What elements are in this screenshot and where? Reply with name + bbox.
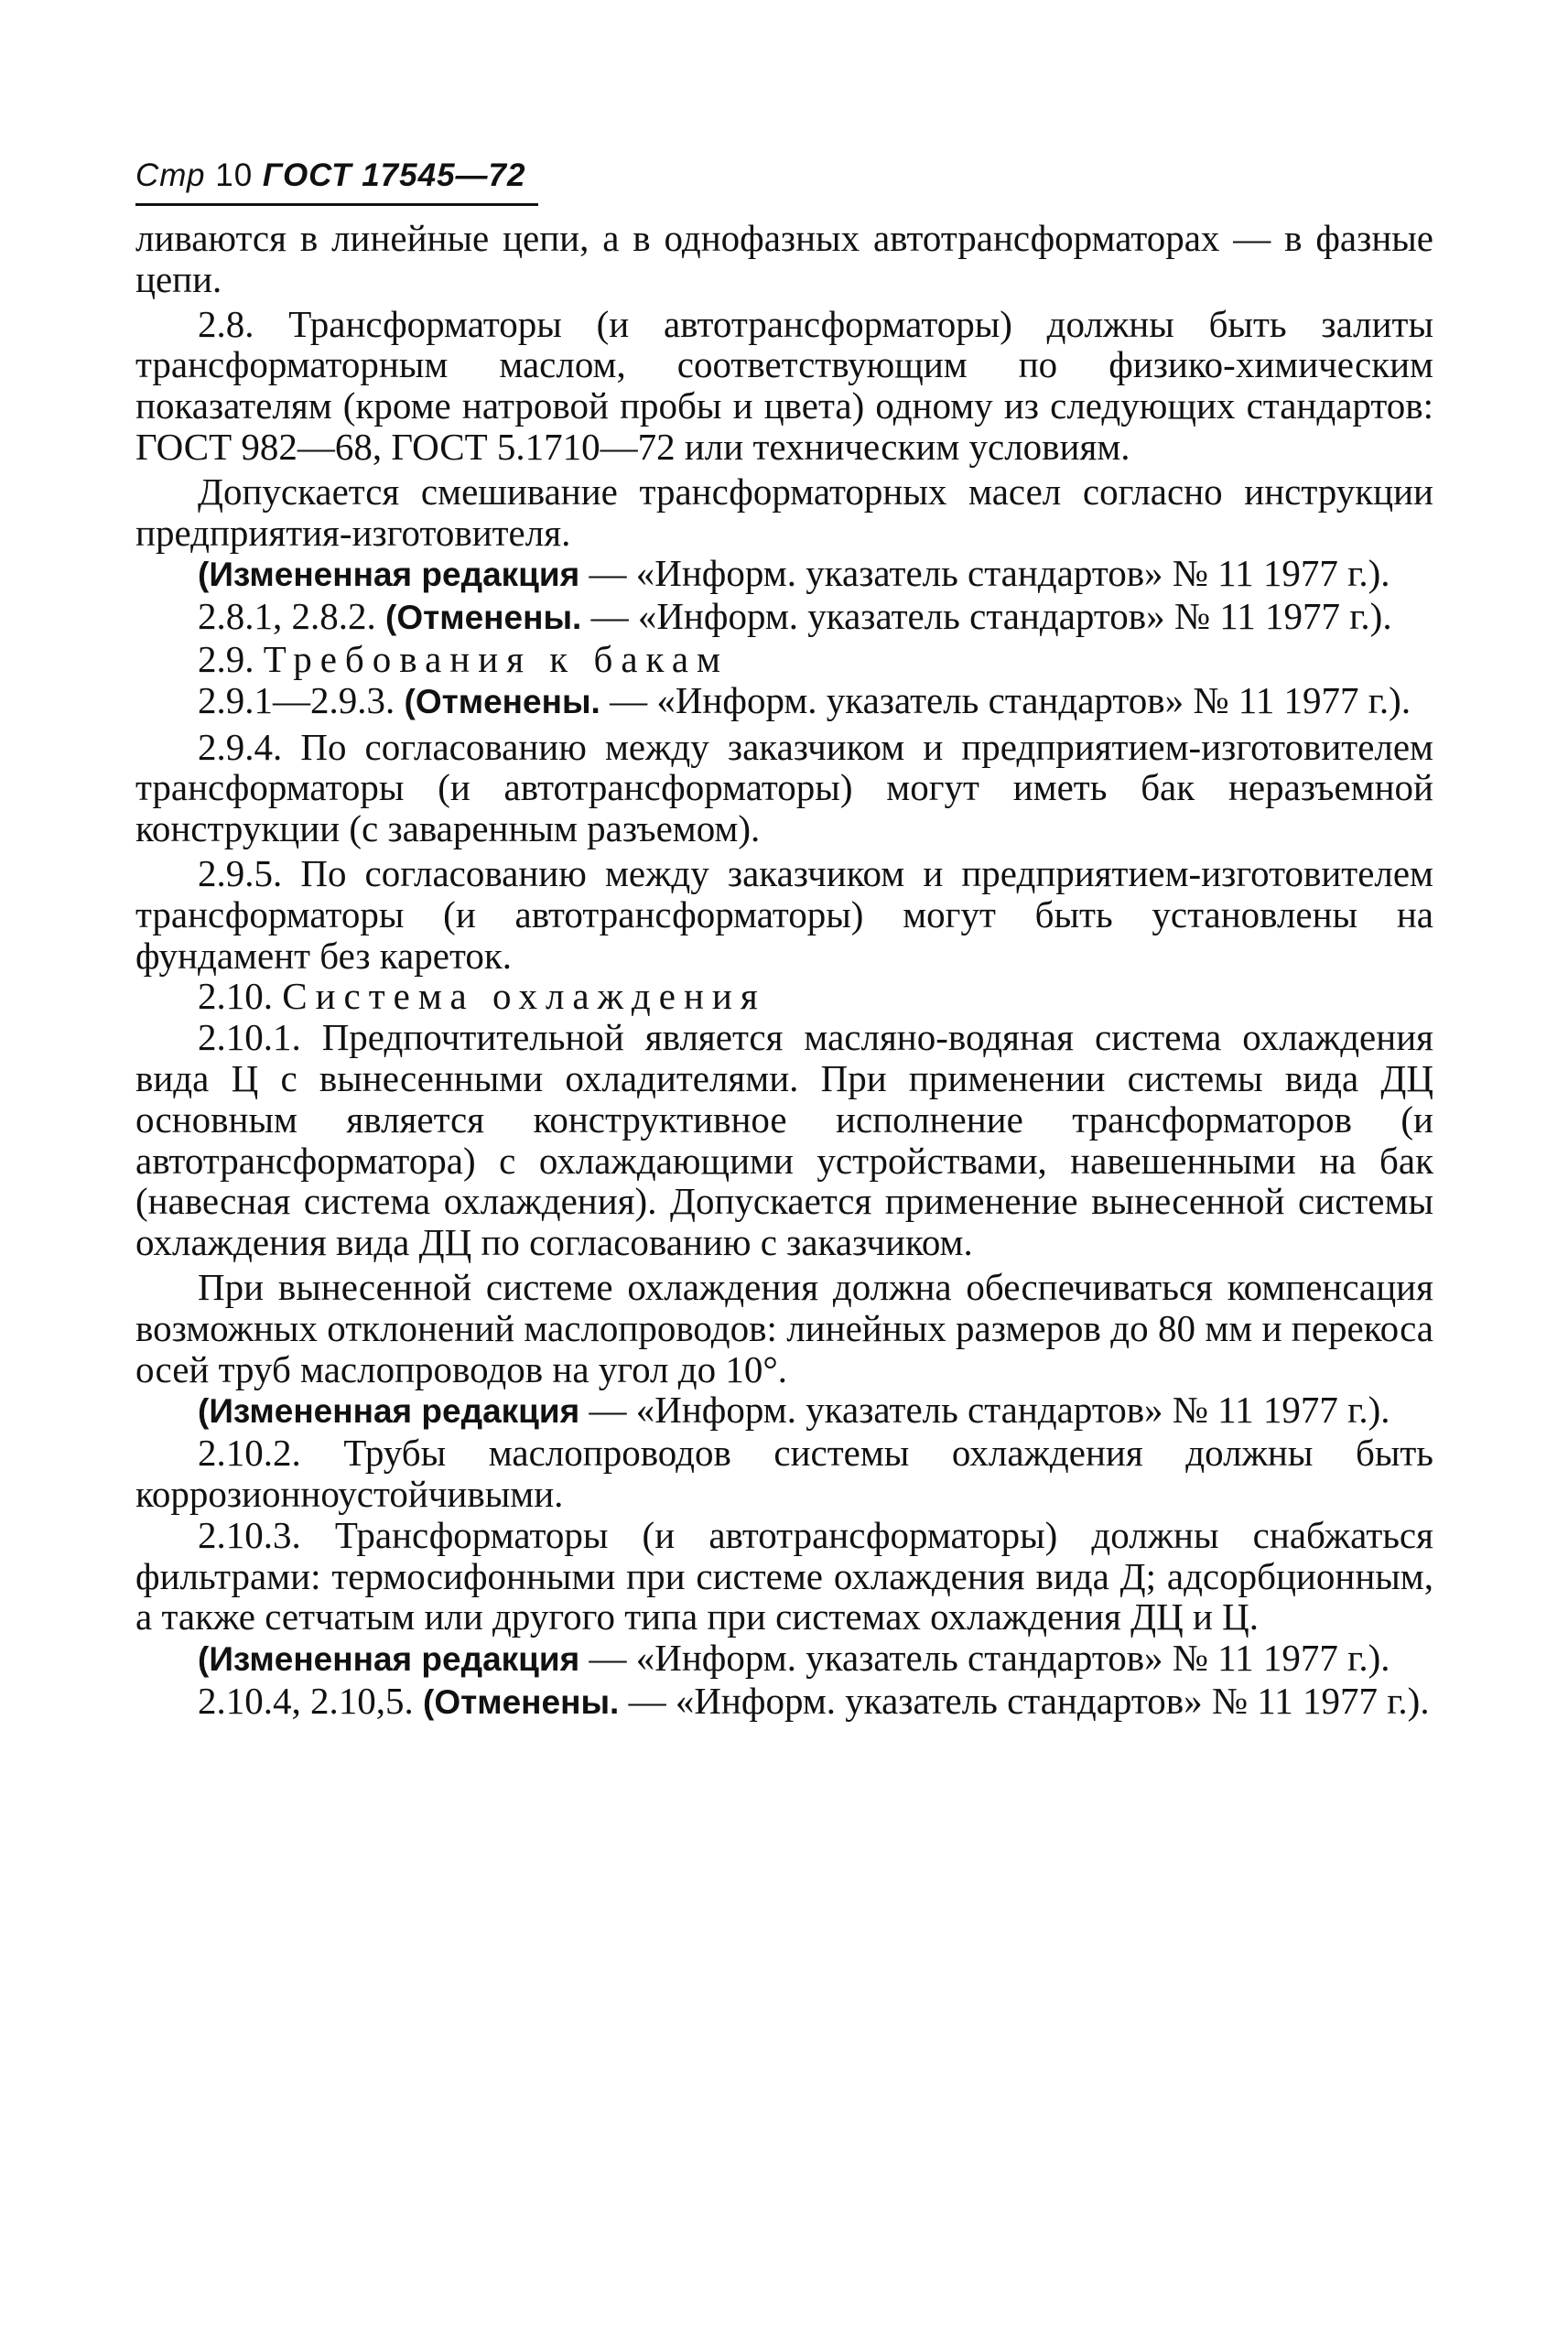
amendment-source: — «Информ. указатель стандартов» № 11 1977 г.). [579, 552, 1390, 595]
section-heading-tanks [135, 639, 1433, 680]
body-text [135, 218, 1433, 1724]
paragraph-2-10-1: 2.10.1. Предпочтительной является масляно-водяная система охлаждения вида Ц с вынесенными охладителями. При применении системы вида ДЦ основным является конструктивное исполнение трансформаторов (и автотрансформатора) с охлаждающими устройствами, навешенными на бак (навесная система охлаждения). Допускается применение вынесенной системы охлаждения вида ДЦ по согласованию с заказчиком. [135, 1016, 1433, 1264]
amendment-label: (Измененная редакция [198, 1392, 580, 1431]
amendment-note-3 [135, 1638, 1433, 1681]
amendment-note-2 [135, 1390, 1433, 1433]
paragraph-2-8-1 [135, 596, 1433, 639]
paragraph-2-9-5: 2.9.5. По согласованию между заказчиком и предприятием-изготовителем трансформаторы (и автотрансформаторы) могут быть установлены на фундамент без кареток. [135, 851, 1433, 977]
section-title: Требования к бакам [263, 637, 729, 680]
amendment-label: (Измененная редакция [198, 1640, 580, 1679]
page-number: 10 [215, 157, 254, 193]
paragraph-2-9-4: 2.9.4. По согласованию между заказчиком и предприятием-изготовителем трансформаторы (и автотрансформаторы) могут иметь бак неразъемной конструкции (с заваренным разъемом). [135, 725, 1433, 850]
amendment-note-1 [135, 553, 1433, 596]
cancelled-source: — «Информ. указатель стандартов» № 11 1977 г.). [619, 1679, 1430, 1722]
clause-number: 2.8.1, 2.8.2. [198, 595, 385, 638]
cancelled-label: (Отменены. [404, 682, 600, 720]
paragraph-continuation: ливаются в линейные цепи, а в однофазных автотрансформаторах — в фазные цепи. [135, 217, 1433, 300]
cancelled-source: — «Информ. указатель стандартов» № 11 1977 г.). [581, 595, 1392, 638]
page-prefix: Стр [135, 157, 206, 193]
header-rule [135, 203, 538, 206]
clause-number: 2.9.1—2.9.3. [198, 678, 405, 721]
clause-number: 2.10.4, 2.10,5. [198, 1679, 423, 1722]
amendment-source: — «Информ. указатель стандартов» № 11 1977 г.). [579, 1637, 1390, 1680]
section-title: Система охлаждения [282, 975, 766, 1018]
paragraph-2-9-1 [135, 680, 1433, 723]
amendment-label: (Измененная редакция [198, 556, 580, 594]
cancelled-label: (Отменены. [385, 599, 582, 637]
section-number: 2.9. [198, 637, 264, 680]
paragraph-2-10-4 [135, 1681, 1433, 1724]
section-heading-cooling [135, 976, 1433, 1017]
paragraph-2-10-2: 2.10.2. Трубы маслопроводов системы охлаждения должны быть коррозионноустойчивыми. [135, 1432, 1433, 1515]
paragraph-oil-mixing: Допускается смешивание трансформаторных масел согласно инструкции предприятия-изготовителя. [135, 470, 1433, 554]
standard-designation: ГОСТ 17545—72 [262, 157, 526, 193]
paragraph-2-10-3: 2.10.3. Трансформаторы (и автотрансформаторы) должны снабжаться фильтрами: термосифонными при системе охлаждения вида Д; адсорбционным, а также сетчатым или другого типа при системах охлаждения ДЦ и Ц. [135, 1513, 1433, 1638]
paragraph-remote-cooling: При вынесенной системе охлаждения должна обеспечиваться компенсация возможных отклонений маслопроводов: линейных размеров до 80 мм и перекоса осей труб маслопроводов на угол до 10°. [135, 1265, 1433, 1390]
paragraph-2-8: 2.8. Трансформаторы (и автотрансформаторы) должны быть залиты трансформаторным маслом, соответствующим по физико-химическим показателям (кроме натровой пробы и цвета) одному из следующих стандартов: ГОСТ 982—68, ГОСТ 5.1710—72 или техническим условиям. [135, 302, 1433, 468]
cancelled-label: (Отменены. [423, 1682, 620, 1721]
cancelled-source: — «Информ. указатель стандартов» № 11 1977 г.). [600, 678, 1411, 721]
page-header [135, 156, 538, 196]
amendment-source: — «Информ. указатель стандартов» № 11 1977 г.). [579, 1389, 1390, 1432]
section-number: 2.10. [198, 975, 283, 1018]
